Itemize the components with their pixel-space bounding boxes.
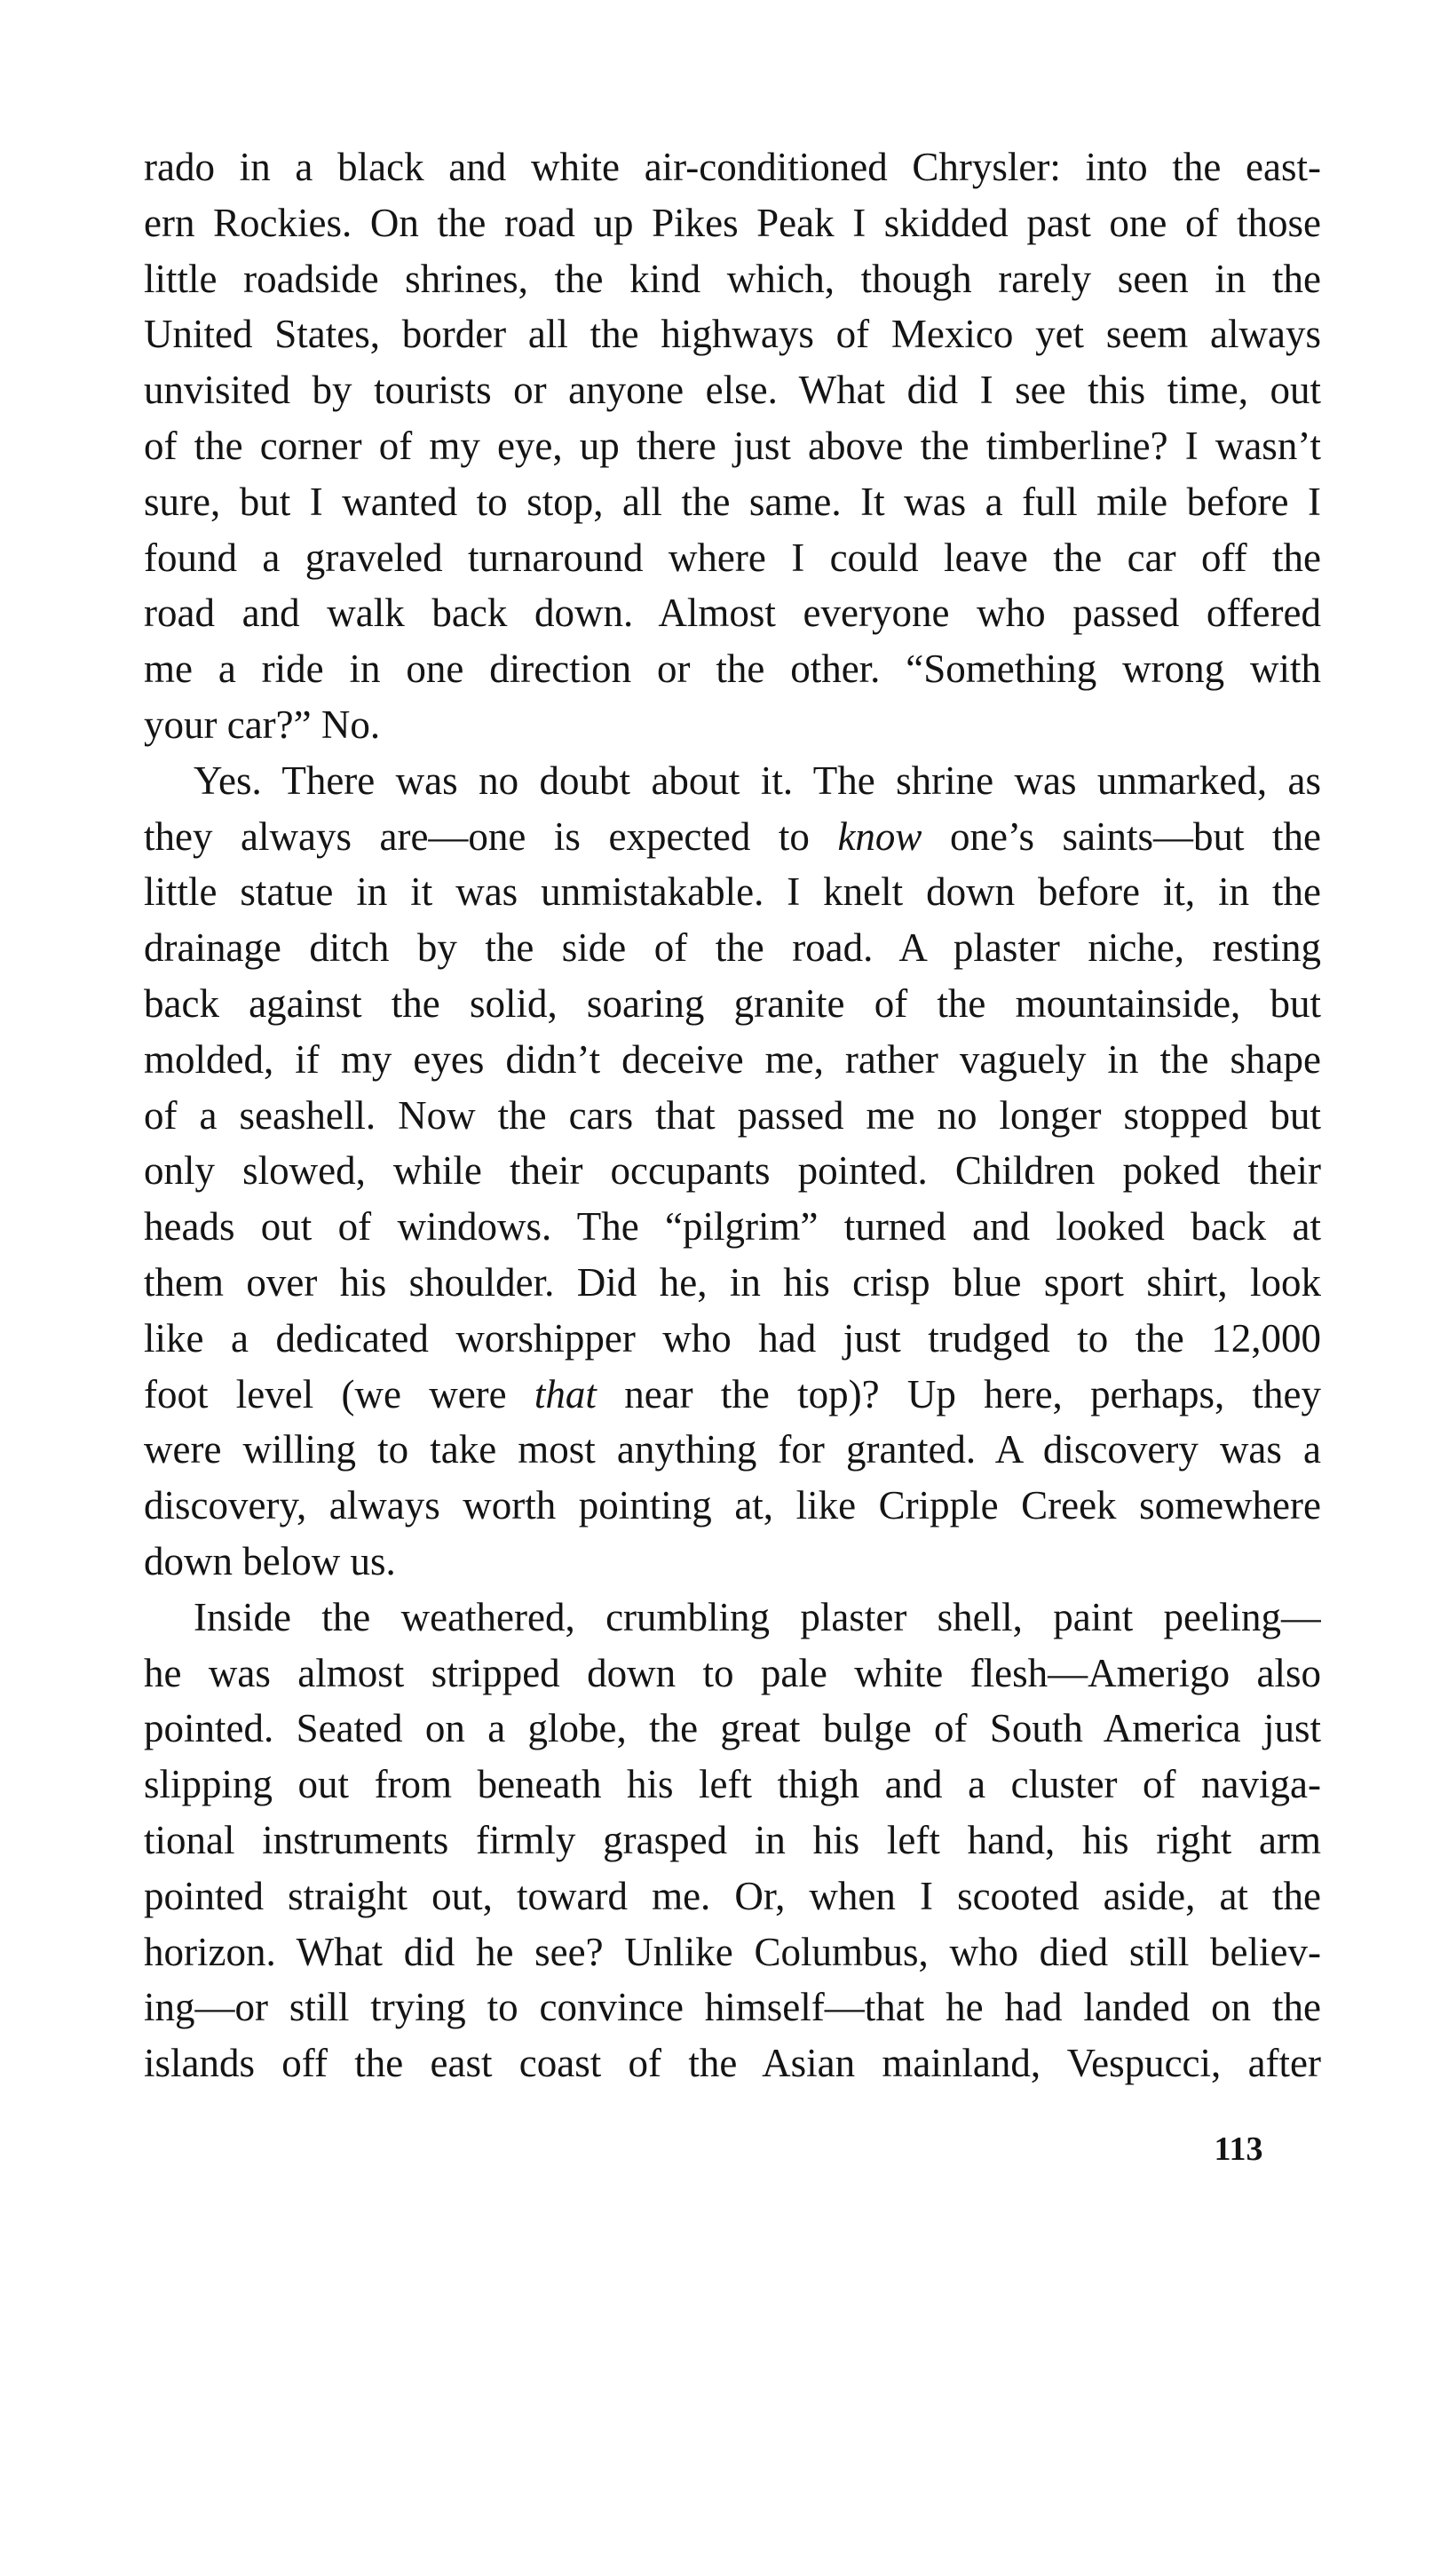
- paragraph-end-line: down below us.: [144, 1538, 396, 1583]
- text-line: rado in a black and white air-conditioned Chrysler: into the east-: [144, 145, 1321, 189]
- text-line: islands off the east coast of the Asian mainland, Vespucci, after: [144, 2041, 1321, 2086]
- paragraph-start-line: Yes. There was no doubt about it. The shrine was unmarked, as: [194, 758, 1321, 803]
- text-segment: one’s saints—but the: [922, 813, 1321, 859]
- text-segment: near the top)? Up here, perhaps, they: [596, 1371, 1321, 1416]
- text-line: pointed. Seated on a globe, the great bulge of South America just: [144, 1706, 1321, 1751]
- page-number: 113: [1214, 2131, 1263, 2168]
- text-segment: they always are—one is expected to: [144, 813, 838, 859]
- italic-word: that: [534, 1371, 597, 1416]
- text-line: me a ride in one direction or the other. “Something wrong with: [144, 647, 1321, 692]
- text-line: were willing to take most anything for granted. A discovery was a: [144, 1427, 1321, 1472]
- text-line: United States, border all the highways of Mexico yet seem always: [144, 312, 1321, 357]
- paragraph-end-line: your car?” No.: [144, 702, 381, 747]
- text-line: road and walk back down. Almost everyone who passed offered: [144, 591, 1321, 636]
- text-line: found a graveled turnaround where I could leave the car off the: [144, 535, 1321, 580]
- text-line: sure, but I wanted to stop, all the same. It was a full mile before I: [144, 479, 1321, 524]
- text-line: unvisited by tourists or anyone else. What did I see this time, out: [144, 368, 1321, 413]
- italic-word: know: [837, 813, 922, 859]
- text-line: like a dedicated worshipper who had just trudged to the 12,000: [144, 1315, 1321, 1361]
- text-segment: foot level (we were: [144, 1371, 534, 1416]
- text-line: ern Rockies. On the road up Pikes Peak I skidded past one of those: [144, 200, 1321, 245]
- text-line: little statue in it was unmistakable. I knelt down before it, in the: [144, 869, 1321, 915]
- text-line: discovery, always worth pointing at, like Cripple Creek somewhere: [144, 1483, 1321, 1528]
- text-line: back against the solid, soaring granite of the mountainside, but: [144, 980, 1321, 1026]
- text-line: molded, if my eyes didn’t deceive me, rather vaguely in the shape: [144, 1036, 1321, 1082]
- text-line: of a seashell. Now the cars that passed me no longer stopped but: [144, 1092, 1321, 1138]
- text-line: of the corner of my eye, up there just above the timberline? I wasn’t: [144, 423, 1321, 468]
- text-line: slipping out from beneath his left thigh and a cluster of naviga-: [144, 1762, 1321, 1807]
- text-line: drainage ditch by the side of the road. A plaster niche, resting: [144, 925, 1321, 971]
- text-line: heads out of windows. The “pilgrim” turned and looked back at: [144, 1204, 1321, 1250]
- text-line: them over his shoulder. Did he, in his crisp blue sport shirt, look: [144, 1259, 1321, 1305]
- body-text: [144, 139, 1321, 2091]
- text-line: ing—or still trying to convince himself—that he had landed on the: [144, 1985, 1321, 2030]
- text-line-with-italic: [144, 1367, 1321, 1423]
- text-line: he was almost stripped down to pale white flesh—Amerigo also: [144, 1650, 1321, 1695]
- paragraph-start-line: Inside the weathered, crumbling plaster shell, paint peeling—: [194, 1594, 1321, 1639]
- text-line: only slowed, while their occupants pointed. Children poked their: [144, 1148, 1321, 1194]
- text-line: tional instruments firmly grasped in his left hand, his right arm: [144, 1817, 1321, 1862]
- text-line: horizon. What did he see? Unlike Columbus, who died still believ-: [144, 1929, 1321, 1974]
- text-line: pointed straight out, toward me. Or, when I scooted aside, at the: [144, 1873, 1321, 1918]
- text-line: little roadside shrines, the kind which, though rarely seen in the: [144, 256, 1321, 301]
- text-line-with-italic: [144, 809, 1321, 865]
